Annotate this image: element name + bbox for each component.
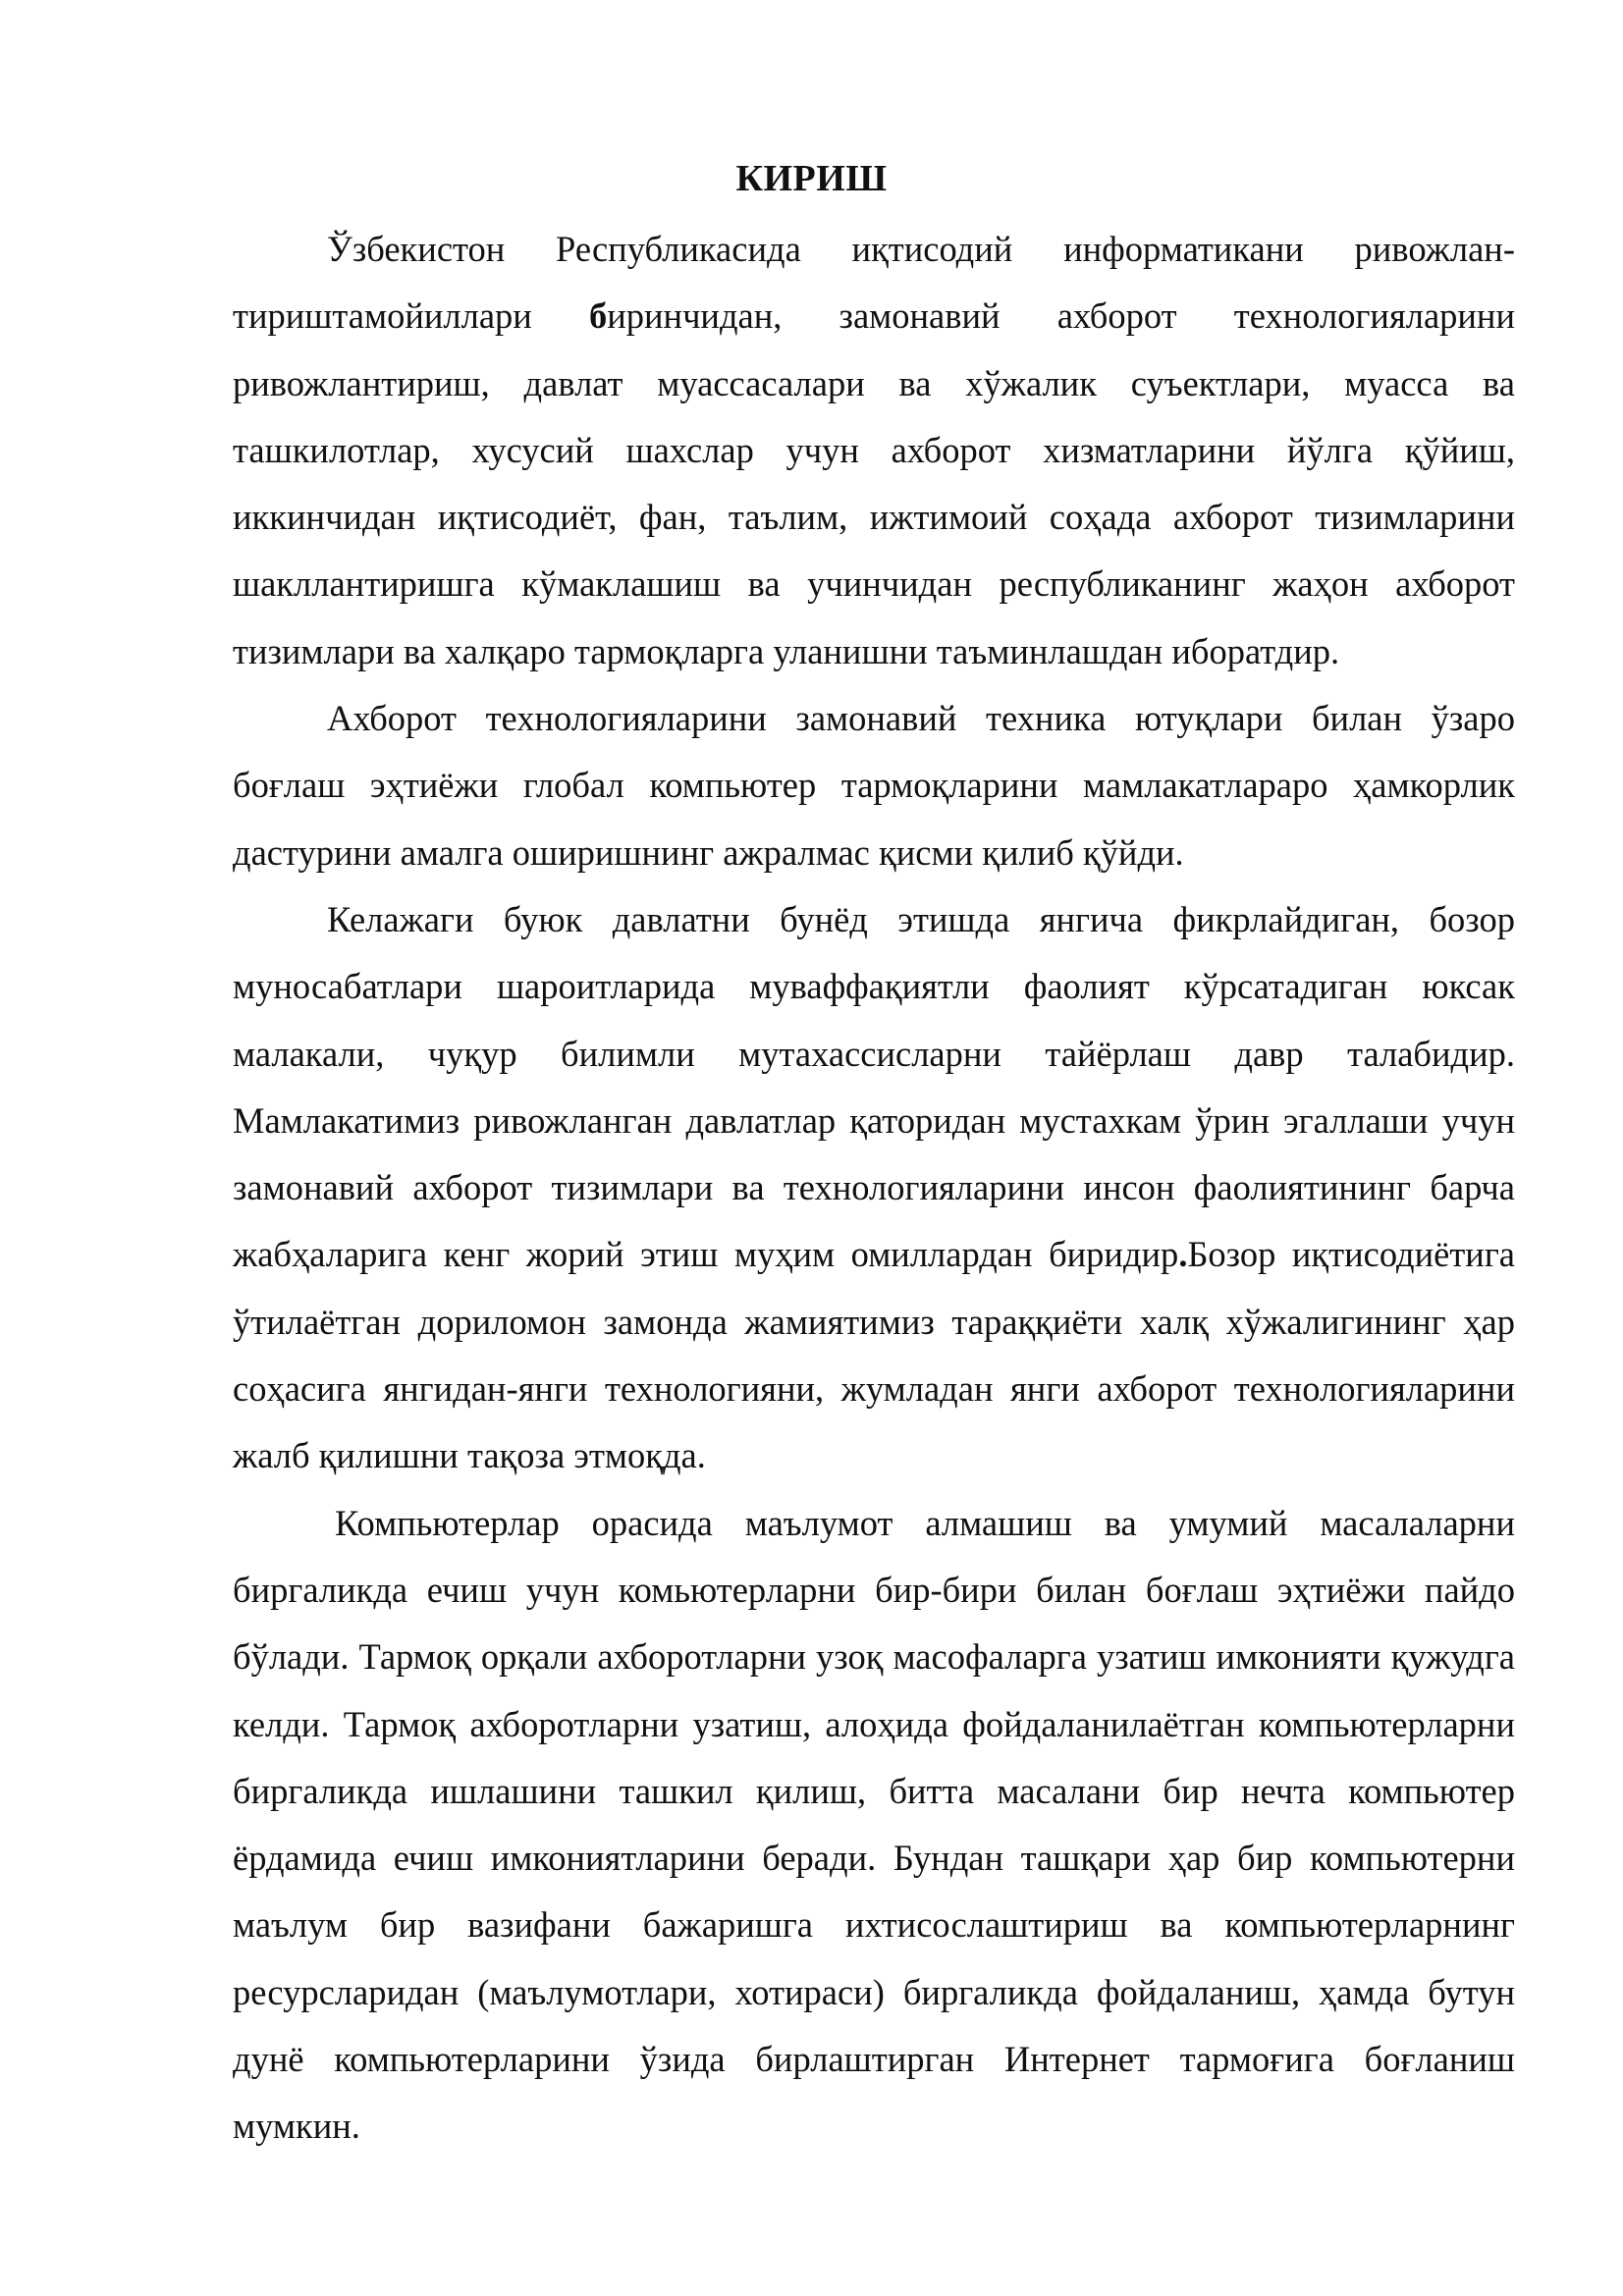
paragraph-1 (233, 216, 1515, 685)
paragraph-1-text-a: Ўзбекистон Республикасида иқтисодий информатикани ривожлан-тириштамойиллари (233, 229, 1515, 337)
paragraph-1-bold-letter: б (588, 295, 608, 337)
paragraph-1-text-b: иринчидан, замонавий ахборот технологияларини ривожлантириш, давлат муассасалари ва хўжалик суъектлари, муасса ва ташкилотлар, хусусий шахслар учун ахборот хизматларини йўлга қўйиш, иккинчидан иқтисодиёт, фан, таълим, ижтимоий соҳада ахборот тизимларини шакллантиришга кўмаклашиш ва учинчидан республиканинг жаҳон ахборот тизимлари ва халқаро тармоқларга уланишни таъминлашдан иборатдир. (233, 295, 1515, 671)
paragraph-3 (233, 886, 1515, 1490)
paragraph-3-text-b: Бозор иқтисодиётига ўтилаётган дориломон замонда жамиятимиз тараққиёти халқ хўжалигининг ҳар соҳасига янгидан-янги технологияни, жумладан янги ахборот технологияларини жалб қилишни тақоза этмоқда. (233, 1234, 1515, 1476)
body-text (233, 216, 1515, 2161)
paragraph-2: Ахборот технологияларини замонавий техника ютуқлари билан ўзаро боғлаш эҳтиёжи глобал компьютер тармоқларини мамлакатлараро ҳамкорлик дастурини амалга оширишнинг ажралмас қисми қилиб қўйди. (233, 698, 1515, 873)
paragraph-4: Компьютерлар орасида маълумот алмашиш ва умумий масалаларни биргаликда ечиш учун комьютерларни бир-бири билан боғлаш эҳтиёжи пайдо бўлади. Тармоқ орқали ахборотларни узоқ масофаларга узатиш имконияти қужудга келди. Тармоқ ахборотларни узатиш, алоҳида фойдаланилаётган компьютерларни биргаликда ишлашини ташкил қилиш, битта масалани бир нечта компьютер ёрдамида ечиш имкониятларини беради. Бундан ташқари ҳар бир компьютерни маълум бир вазифани бажаришга ихтисослаштириш ва компьютерларнинг ресурсларидан (маълумотлари, хотираси) биргаликда фойдаланиш, ҳамда бутун дунё компьютерларини ўзида бирлаштирган Интернет тармоғига боғланиш мумкин. (233, 1502, 1515, 2147)
paragraph-3-bold-period: . (1178, 1234, 1188, 1275)
page-title: КИРИШ (735, 158, 888, 199)
paragraph-3-text-a: Келажаги буюк давлатни бунёд этишда янгича фикрлайдиган, бозор муносабатлари шароитларида муваффақиятли фаолият кўрсатадиган юксак малакали, чуқур билимли мутахассисларни тайёрлаш давр талабидир. Мамлакатимиз ривожланган давлатлар қаторидан мустахкам ўрин эгаллаши учун замонавий ахборот тизимлари ва технологияларини инсон фаолиятининг барча жабҳаларига кенг жорий этиш муҳим омиллардан биридир (233, 898, 1515, 1275)
